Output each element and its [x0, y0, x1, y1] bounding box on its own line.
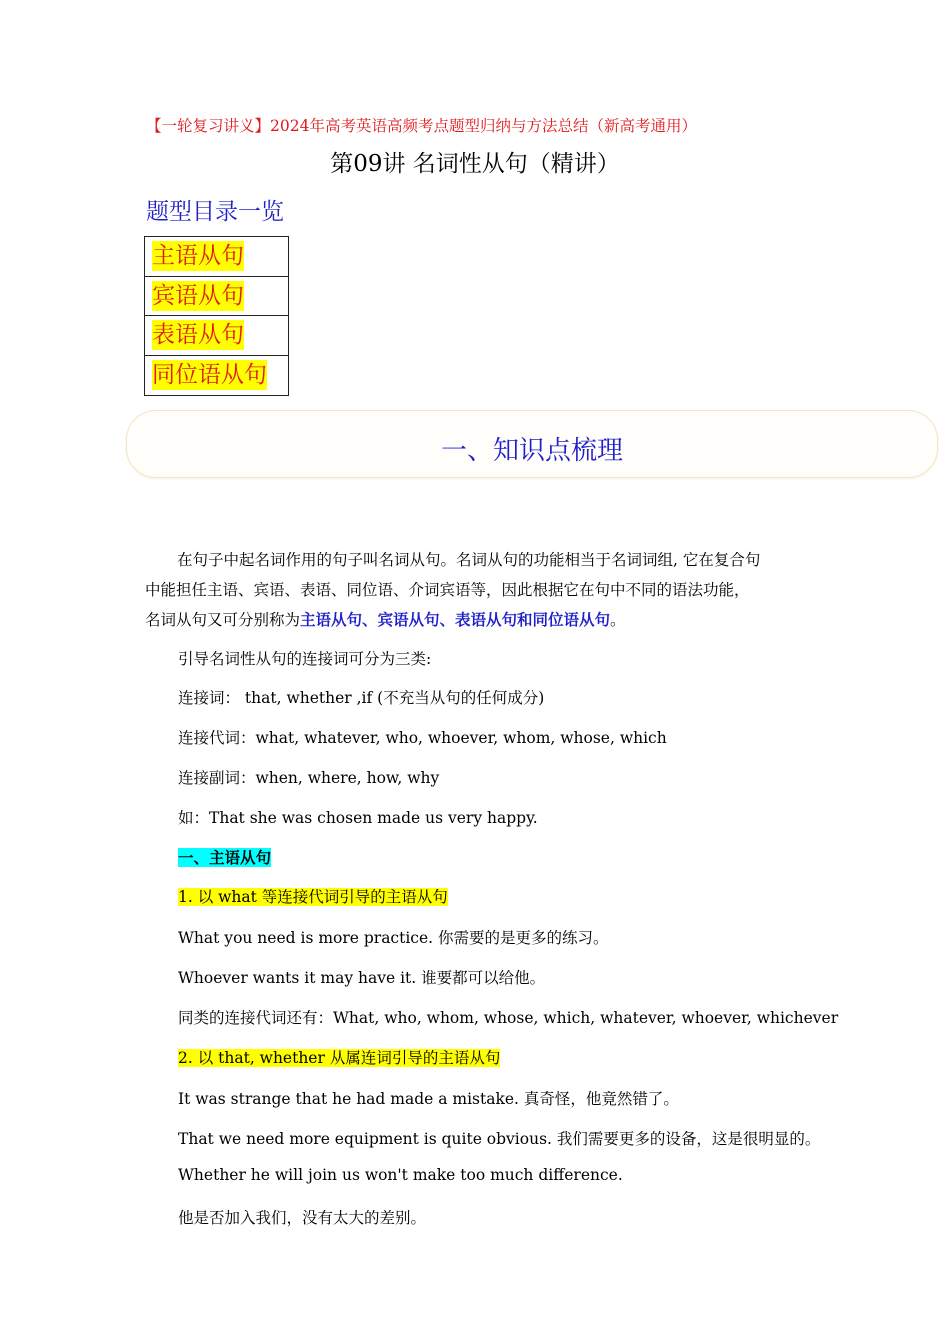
toc-row[interactable] [145, 277, 288, 317]
intro-line: 中能担任主语、宾语、表语、同位语、介词宾语等，因此根据它在句中不同的语法功能， [145, 581, 750, 599]
section-banner [126, 410, 938, 478]
example-line: 如：That she was chosen made us very happy. [178, 809, 538, 827]
example-sentence: That we need more equipment is quite obvious. 我们需要更多的设备，这是很明显的。 [178, 1130, 821, 1148]
section-title: 一、知识点梳理 [440, 436, 623, 466]
example-sentence: It was strange that he had made a mistake. 真奇怪，他竟然错了。 [178, 1090, 679, 1108]
example-sentence: What you need is more practice. 你需要的是更多的练习。 [178, 929, 609, 947]
catalog-heading: 题型目录一览 [146, 199, 284, 225]
lecture-title: 第09讲 名词性从句（精讲） [330, 151, 620, 177]
toc-row[interactable] [145, 237, 288, 277]
toc-row[interactable] [145, 316, 288, 356]
subject-clause-heading-text: 一、主语从句 [178, 848, 272, 867]
intro-text: 名词从句又可分别称为 [145, 611, 301, 629]
adverbs-line: 连接副词：when, where, how, why [178, 769, 440, 787]
example-sentence: Whether he will join us won't make too much difference. [178, 1166, 623, 1184]
clause-types-emphasis: 主语从句、宾语从句、表语从句和同位语从句 [300, 610, 611, 629]
toc-item-label: 主语从句 [152, 243, 244, 270]
toc-item-label: 宾语从句 [152, 282, 244, 309]
intro-line: 在句子中起名词作用的句子叫名词从句。名词从句的功能相当于名词词组, 它在复合句 [177, 551, 761, 569]
intro-line [145, 605, 815, 635]
toc-item-label: 表语从句 [152, 322, 244, 349]
toc-row[interactable] [145, 356, 288, 396]
conjunctions-line: 连接词： that, whether ,if (不充当从句的任何成分) [178, 689, 545, 707]
example-sentence: Whoever wants it may have it. 谁要都可以给他。 [178, 969, 546, 987]
pronouns-line: 连接代词：what, whatever, who, whoever, whom, whose, which [178, 729, 667, 747]
toc-table [144, 236, 289, 396]
intro-paragraph [145, 545, 815, 635]
point2-title-text: 2. 以 that, whether 从属连词引导的主语从句 [178, 1049, 501, 1067]
point2-title [178, 1046, 500, 1068]
point1-title [178, 885, 448, 907]
series-title: 【一轮复习讲义】2024年高考英语高频考点题型归纳与方法总结（新高考通用） [146, 117, 697, 135]
point1-title-text: 1. 以 what 等连接代词引导的主语从句 [178, 888, 448, 906]
pronoun-note: 同类的连接代词还有：What, who, whom, whose, which, whatever, whoever, whichever [178, 1009, 839, 1027]
toc-item-label: 同位语从句 [152, 362, 267, 389]
intro-text: 。 [610, 611, 626, 629]
connectives-intro: 引导名词性从句的连接词可分为三类: [178, 650, 432, 668]
subject-clause-heading [178, 846, 271, 868]
example-translation: 他是否加入我们，没有太大的差别。 [178, 1209, 427, 1227]
